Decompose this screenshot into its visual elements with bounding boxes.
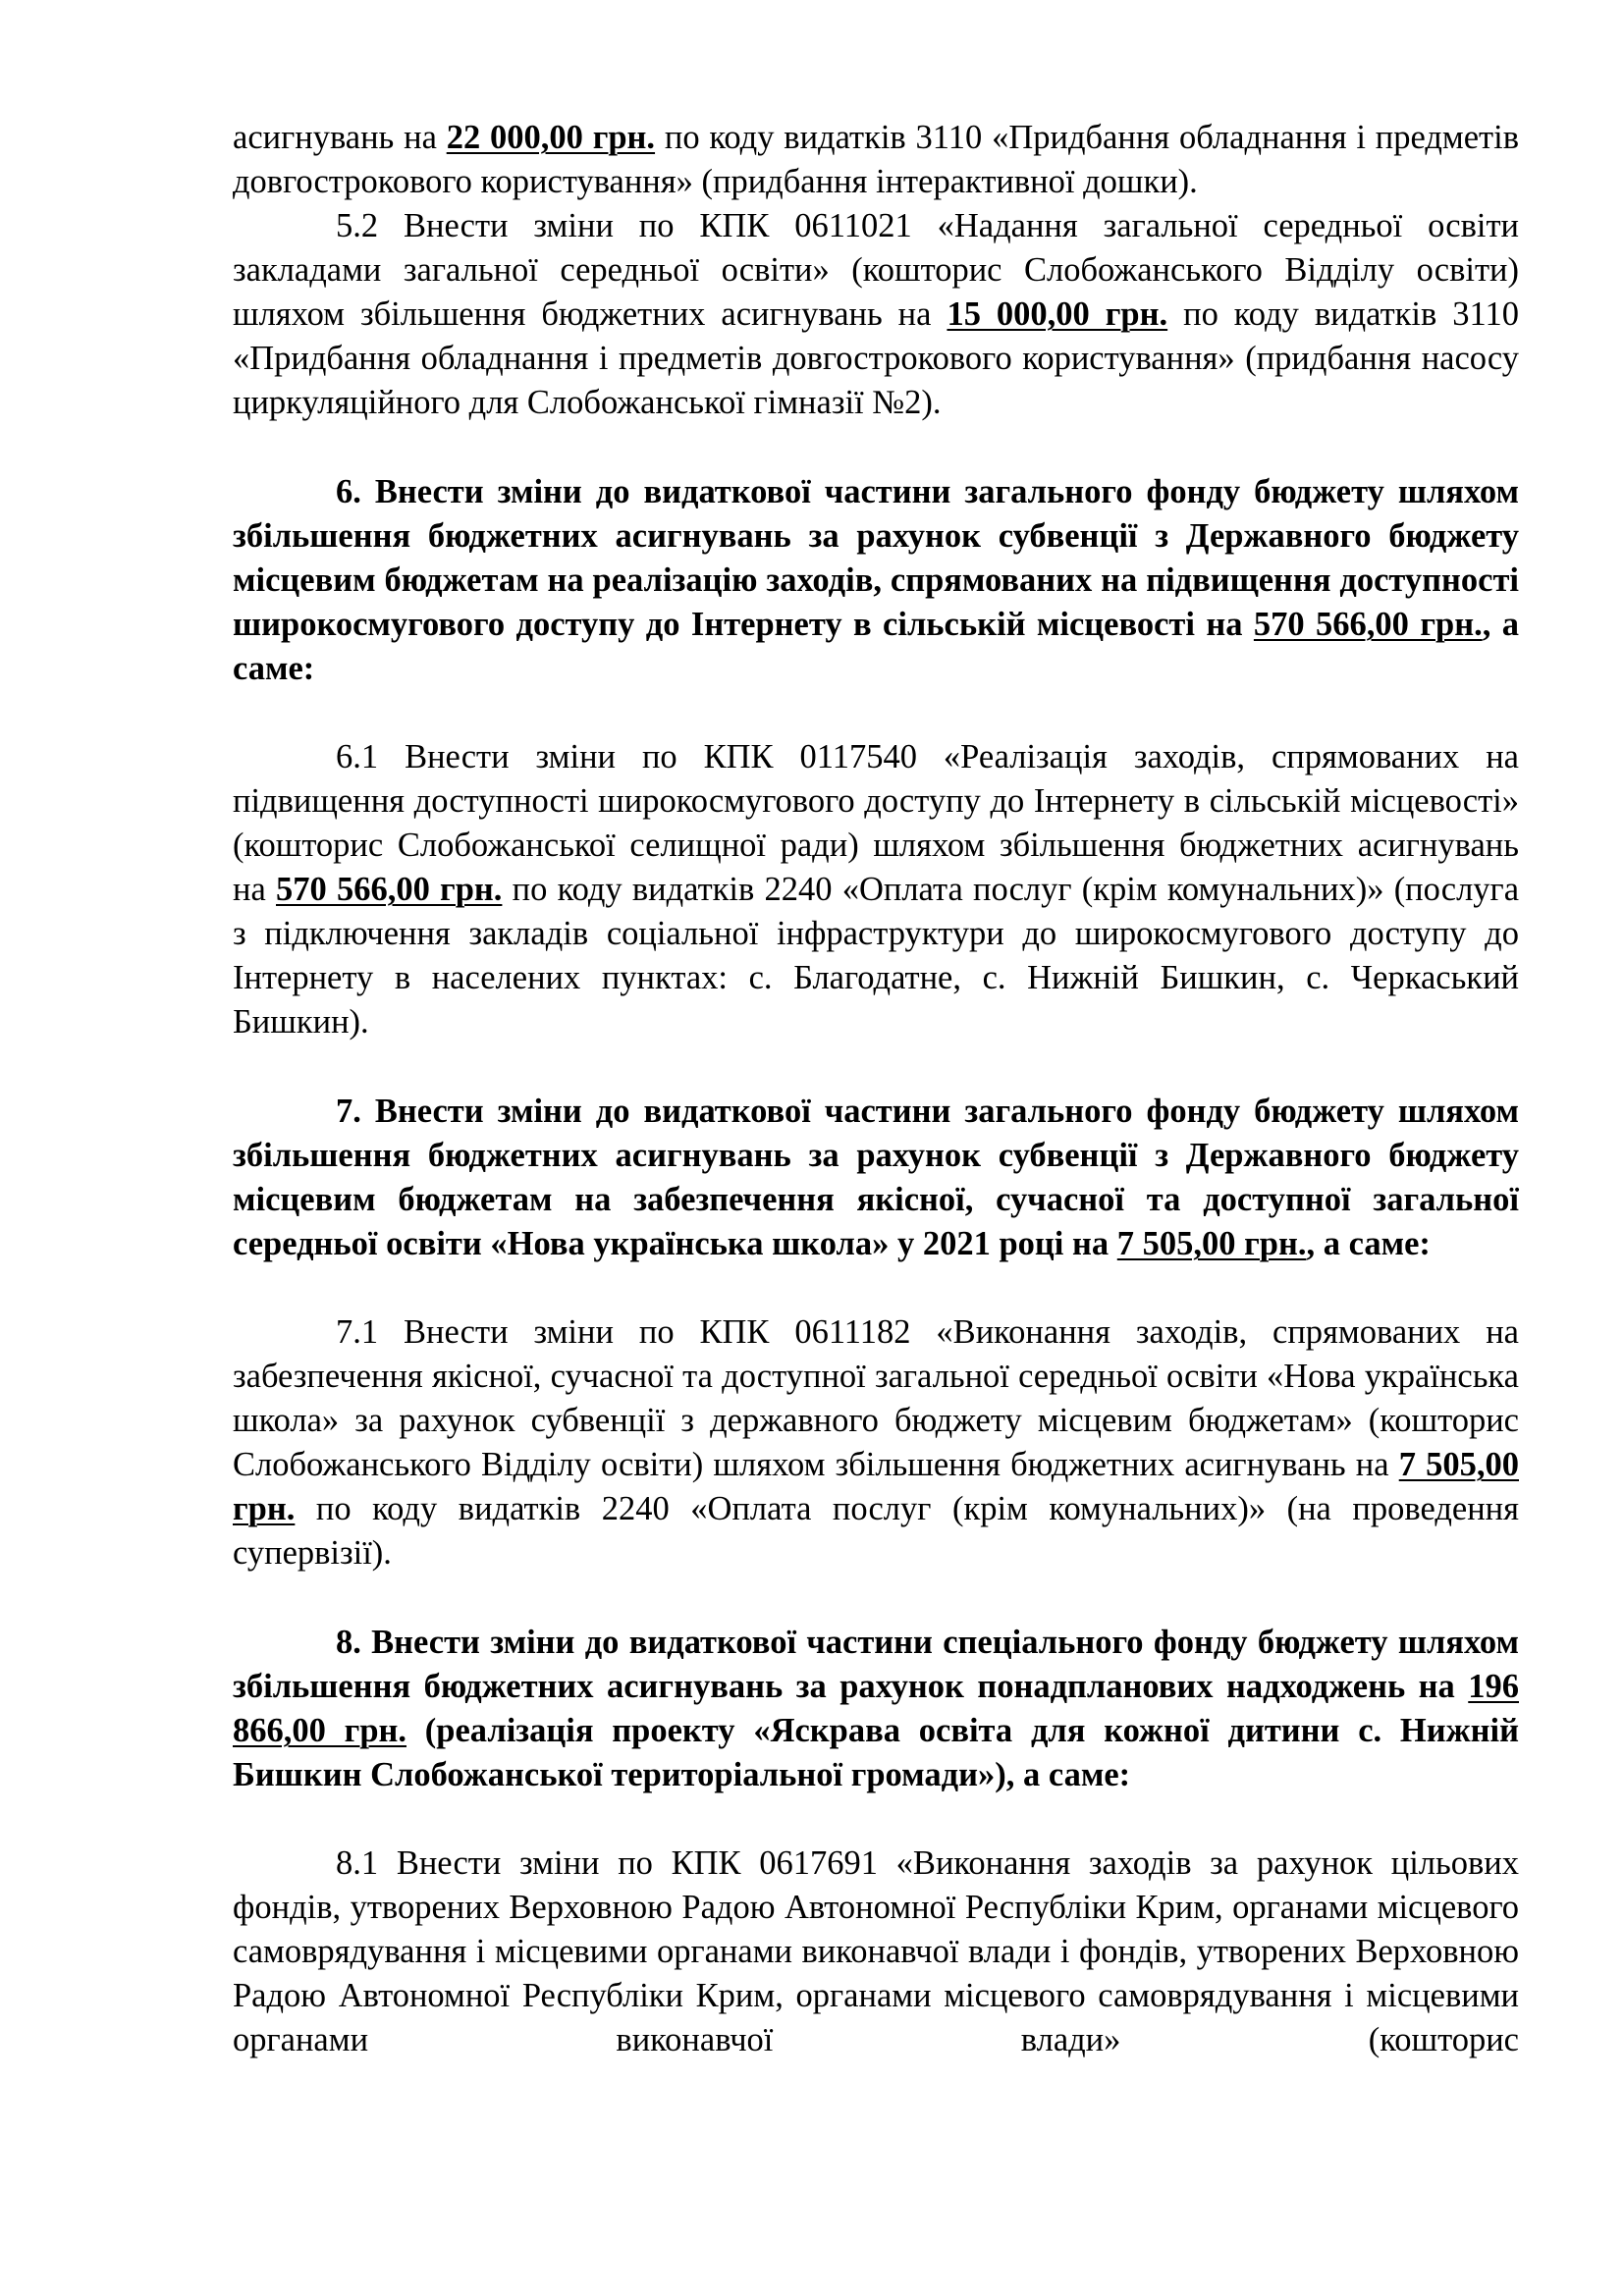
document-body — [233, 116, 1519, 2062]
section-8-heading — [233, 1621, 1519, 1797]
section-7-heading — [233, 1090, 1519, 1266]
amount-7505: 7 505,00 грн. — [233, 1446, 1519, 1527]
text: 6. Внести зміни до видаткової частини загального фонду бюджету шляхом збільшення бюджетних асигнувань за рахунок субвенції з Державного бюджету місцевим бюджетам на реалізацію заходів, спрямованих на підвищення доступності широкосмугового доступу до Інтернету в сільській місцевості на — [233, 473, 1519, 643]
text: , а саме: — [233, 606, 1519, 687]
text: по коду видатків 3110 «Придбання обладнання і предметів довгострокового користування» (придбання інтерактивної дошки). — [233, 119, 1519, 200]
text: по коду видатків 2240 «Оплата послуг (крім комунальних)» (на проведення супервізії). — [233, 1490, 1519, 1572]
text: (реалізація проекту «Яскрава освіта для кожної дитини с. Нижній Бишкин Слобожанської територіальної громади»), а саме: — [233, 1712, 1519, 1793]
text: 8. Внести зміни до видаткової частини спеціального фонду бюджету шляхом збільшення бюджетних асигнувань за рахунок понадпланових надходжень на — [233, 1624, 1519, 1705]
text: 7. Внести зміни до видаткової частини загального фонду бюджету шляхом збільшення бюджетних асигнувань за рахунок субвенції з Державного бюджету місцевим бюджетам на забезпечення якісної, сучасної та доступної загальної середньої освіти «Нова українська школа» у 2021 році на — [233, 1093, 1519, 1262]
text: асигнувань на — [233, 119, 447, 156]
amount-7505: 7 505,00 грн. — [1116, 1225, 1307, 1262]
text: , а саме: — [1306, 1225, 1431, 1262]
text: 7.1 Внести зміни по КПК 0611182 «Виконання заходів, спрямованих на забезпечення якісної, сучасної та доступної загальної середньої освіти «Нова українська школа» за рахунок субвенції з державного бюджету місцевим бюджетам» (кошторис Слобожанського Відділу освіти) шляхом збільшення бюджетних асигнувань на — [233, 1313, 1519, 1483]
text: 6.1 Внести зміни по КПК 0117540 «Реалізація заходів, спрямованих на підвищення доступності широкосмугового доступу до Інтернету в сільській місцевості» (кошторис Слобожанської селищної ради) шляхом збільшення бюджетних асигнувань на — [233, 738, 1519, 908]
paragraph-5-1-continuation — [233, 116, 1519, 204]
amount-22000: 22 000,00 грн. — [446, 119, 656, 156]
text: 5.2 Внести зміни по КПК 0611021 «Надання загальної середньої освіти закладами загальної середньої освіти» (кошторис Слобожанського Відділу освіти) шляхом збільшення бюджетних асигнувань на — [233, 207, 1519, 333]
section-6-heading — [233, 470, 1519, 691]
text: по коду видатків 2240 «Оплата послуг (крім комунальних)» (послуга з підключення закладів соціальної інфраструктури до широкосмугового доступу до Інтернету в населених пунктах: с. Благодатне, с. Нижній Бишкин, с. Черкаський Бишкин). — [233, 871, 1520, 1041]
paragraph-5-2 — [233, 204, 1519, 425]
text: по коду видатків 3110 «Придбання обладнання і предметів довгострокового користування» (придбання насосу циркуляційного для Слобожанської гімназії №2). — [233, 295, 1519, 421]
paragraph-7-1 — [233, 1310, 1519, 1575]
amount-570566: 570 566,00 грн. — [1253, 606, 1483, 643]
amount-196866: 196 866,00 грн. — [233, 1668, 1519, 1749]
paragraph-6-1 — [233, 735, 1519, 1044]
amount-15000: 15 000,00 грн. — [947, 295, 1168, 333]
amount-570566: 570 566,00 грн. — [276, 871, 503, 908]
text: 8.1 Внести зміни по КПК 0617691 «Виконання заходів за рахунок цільових фондів, утворених Верховною Радою Автономної Республіки Крим, органами місцевого самоврядування і місцевими органами виконавчої влади і фондів, утворених Верховною Радою Автономної Республіки Крим, органами місцевого самоврядування і місцевими органами виконавчої влади» (кошторис — [233, 1844, 1519, 2058]
paragraph-8-1 — [233, 1842, 1519, 2062]
